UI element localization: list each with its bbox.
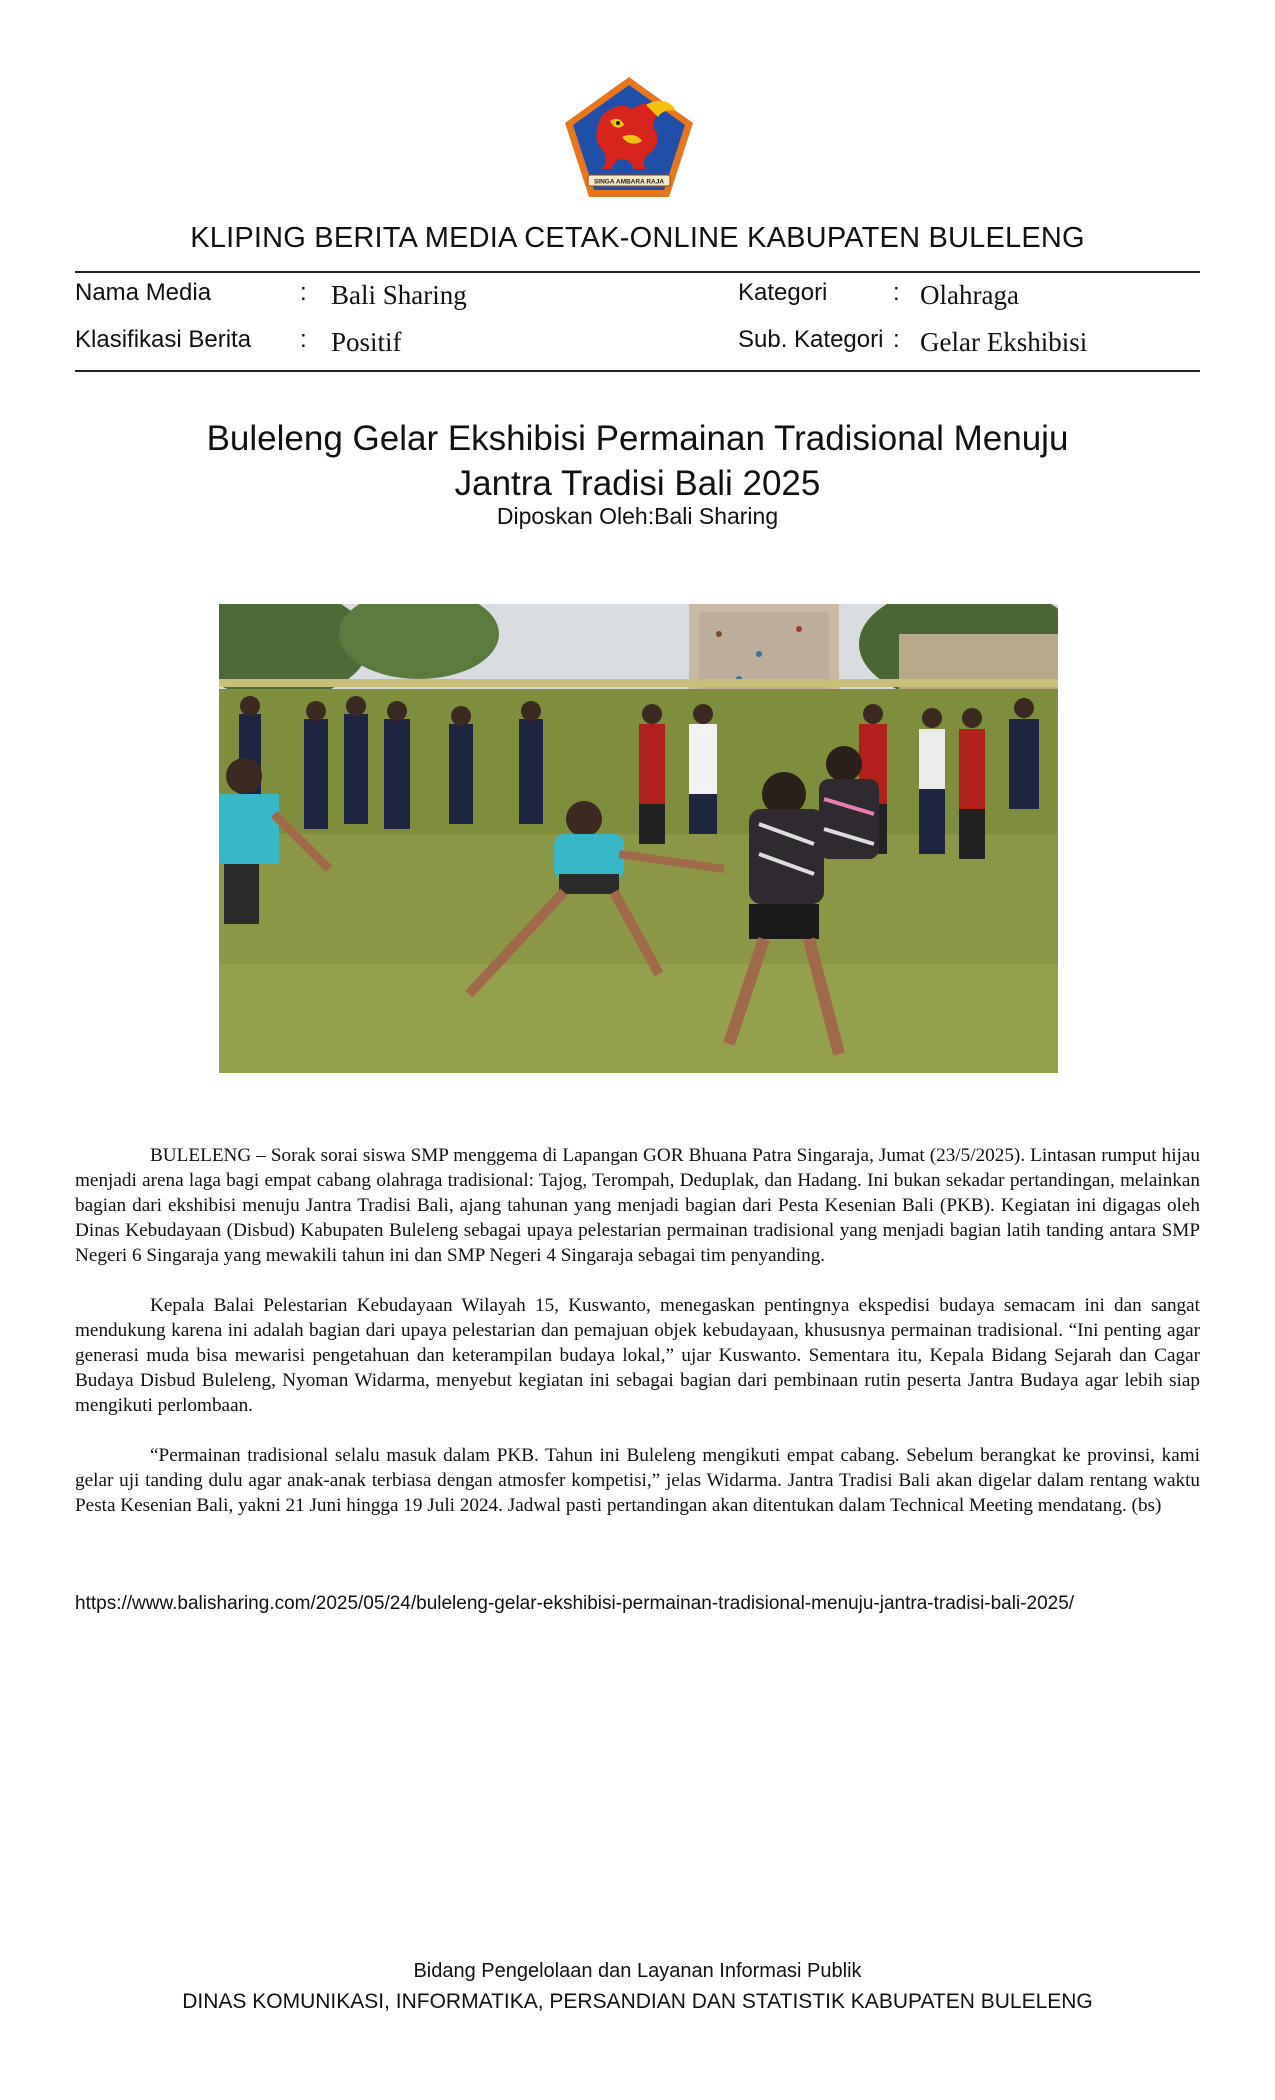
header-divider-top: [75, 271, 1200, 273]
category-colon: :: [893, 279, 900, 306]
logo-caption: SINGA AMBARA RAJA: [593, 178, 665, 186]
media-colon: :: [300, 279, 307, 306]
header-divider-bottom: [75, 370, 1200, 372]
page-header-title: KLIPING BERITA MEDIA CETAK-ONLINE KABUPATEN BULELENG: [190, 222, 1085, 254]
article-title: [140, 416, 1135, 506]
article-byline: Diposkan Oleh:Bali Sharing: [496, 503, 779, 529]
category-label: Kategori: [738, 279, 828, 306]
article-body: [75, 1143, 1200, 1543]
article-photo: [219, 604, 1058, 1073]
article-title-line1: Buleleng Gelar Ekshibisi Permainan Tradisional Menuju: [206, 419, 1069, 458]
media-value: Bali Sharing: [331, 280, 467, 310]
source-url[interactable]: https://www.balisharing.com/2025/05/24/buleleng-gelar-ekshibisi-permainan-tradisional-menuju-jantra-tradisi-bali-2025/: [75, 1593, 1075, 1614]
article-title-line2: Jantra Tradisi Bali 2025: [454, 464, 821, 503]
footer-department: Bidang Pengelolaan dan Layanan Informasi Publik: [413, 1960, 862, 1982]
subcategory-value: Gelar Ekshibisi: [920, 327, 1088, 357]
footer-agency: DINAS KOMUNIKASI, INFORMATIKA, PERSANDIAN DAN STATISTIK KABUPATEN BULELENG: [182, 1990, 1093, 2013]
article-paragraph: Kepala Balai Pelestarian Kebudayaan Wilayah 15, Kuswanto, menegaskan pentingnya ekspedisi budaya semacam ini dan sangat mendukung karena ini adalah bagian dari upaya pelestarian dan pemajuan objek kebudayaan, khususnya permainan tradisional. “Ini penting agar generasi muda bisa mewarisi pengetahuan dan keterampilan budaya lokal,” ujar Kuswanto. Sementara itu, Kepala Bidang Sejarah dan Cagar Budaya Disbud Buleleng, Nyoman Widarma, menyebut kegiatan ini sebagai bagian dari pembinaan rutin peserta Jantra Budaya agar lebih siap mengikuti perlombaan.: [75, 1295, 1200, 1416]
subcategory-label: Sub. Kategori: [738, 326, 884, 353]
article-paragraph: BULELENG – Sorak sorai siswa SMP menggema di Lapangan GOR Bhuana Patra Singaraja, Jumat (23/5/2025). Lintasan rumput hijau menjadi arena laga bagi empat cabang olahraga tradisional: Tajog, Terompah, Deduplak, dan Hadang. Ini bukan sekadar pertandingan, melainkan bagian dari ekshibisi menuju Jantra Tradisi Bali, ajang tahunan yang menjadi bagian dari Pesta Kesenian Bali (PKB). Kegiatan ini digagas oleh Dinas Kebudayaan (Disbud) Kabupaten Buleleng sebagai upaya pelestarian permainan tradisional yang menjadi bagian latih tanding antara SMP Negeri 6 Singaraja yang mewakili tahun ini dan SMP Negeri 4 Singaraja sebagai tim penyanding.: [75, 1145, 1200, 1266]
singa-ambara-raja-logo: [562, 75, 696, 200]
article-paragraph: “Permainan tradisional selalu masuk dalam PKB. Tahun ini Buleleng mengikuti empat cabang. Sebelum berangkat ke provinsi, kami gelar uji tanding dulu agar anak-anak terbiasa dengan atmosfer kompetisi,” jelas Widarma. Jantra Tradisi Bali akan digelar dalam rentang waktu Pesta Kesenian Bali, yakni 21 Juni hingga 19 Juli 2024. Jadwal pasti pertandingan akan ditentukan dalam Technical Meeting mendatang. (bs): [75, 1445, 1200, 1516]
classification-value: Positif: [331, 327, 402, 357]
subcategory-colon: :: [893, 326, 900, 353]
classification-label: Klasifikasi Berita: [75, 326, 252, 353]
media-label: Nama Media: [75, 279, 212, 306]
category-value: Olahraga: [920, 280, 1019, 310]
classification-colon: :: [300, 326, 307, 353]
